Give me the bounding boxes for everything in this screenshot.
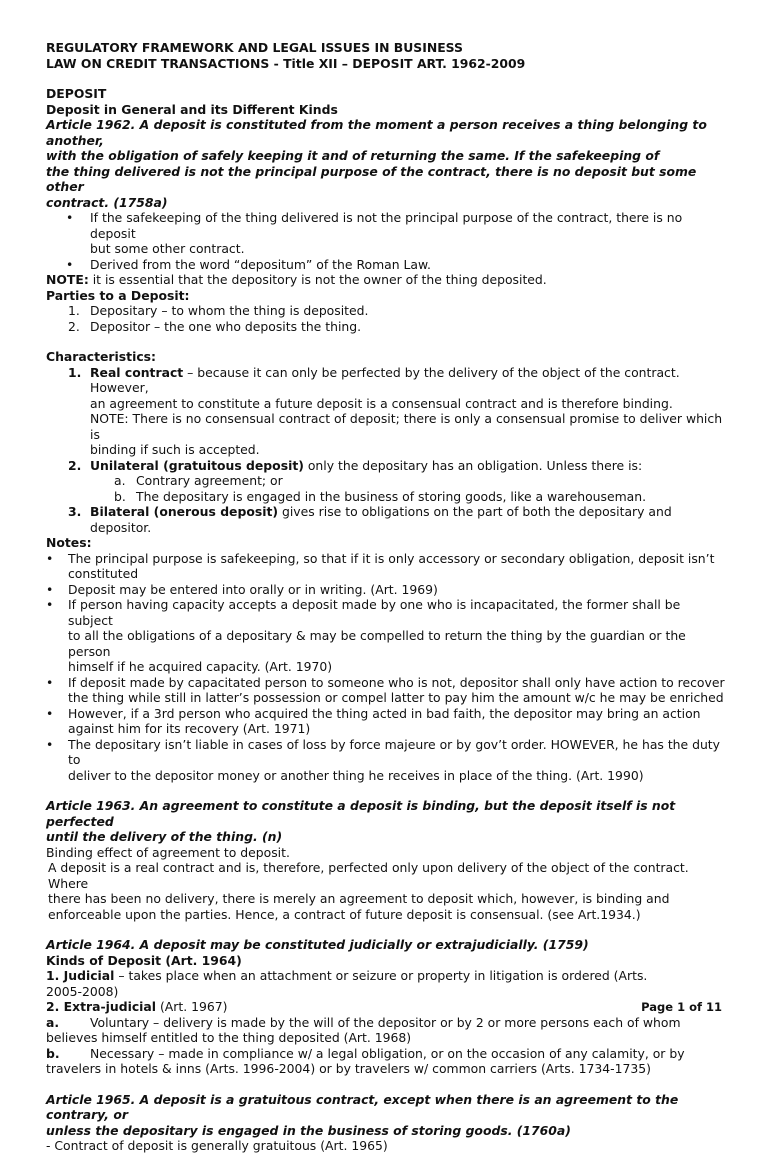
- list-item: a. Contrary agreement; or: [114, 473, 283, 488]
- list-item: • Deposit may be entered into orally or in writing. (Art. 1969): [46, 581, 438, 597]
- notes-title: Notes:: [46, 535, 92, 550]
- list-item: • However, if a 3rd person who acquired the thing acted in bad faith, the depositor may bring an action against him for its recovery (Art. 1971): [46, 705, 701, 736]
- list-item: • If person having capacity accepts a deposit made by one who is incapacitated, the former shall be subject to all the obligations of a depositary & may be compelled to return the thing by the guardian or the person himself if he acquired capacity. (Art. 1970): [46, 597, 686, 674]
- list-item: b. The depositary is engaged in the business of storing goods, like a warehouseman.: [114, 488, 647, 504]
- voluntary-cont: believes himself entitled to the thing deposited (Art. 1968): [46, 1030, 412, 1045]
- doc-header-line1: REGULATORY FRAMEWORK AND LEGAL ISSUES IN BUSINESS: [46, 40, 463, 55]
- judicial-line2: 2005-2008): [46, 983, 119, 999]
- bullet-icon: •: [46, 705, 54, 721]
- necessary-cont: travelers in hotels & inns (Arts. 1996-2004) or by travelers w/ common carriers (Arts. 1734-1735): [46, 1061, 651, 1076]
- bullet-icon: •: [66, 210, 74, 225]
- art1962-line4: contract. (1758a): [46, 194, 168, 210]
- art1963-lead: Binding effect of agreement to deposit.: [46, 844, 290, 860]
- list-item: • If the safekeeping of the thing delivered is not the principal purpose of the contract, there is no deposit but some other contract.: [66, 210, 683, 256]
- list-item: 3. Bilateral (onerous deposit) gives rise to obligations on the part of both the depositary and depositor.: [68, 504, 672, 535]
- note-line: NOTE: it is essential that the depository is not the owner of the thing deposited.: [46, 272, 547, 287]
- list-item: 1. Depositary – to whom the thing is deposited.: [68, 303, 369, 318]
- judicial-line: 1. Judicial – takes place when an attachment or seizure or property in litigation is ordered (Arts.: [46, 968, 648, 983]
- list-item: • If deposit made by capacitated person to someone who is not, depositor shall only have action to recover the thing while still in latter’s possession or compel latter to pay him the amount w/c he may be enriched: [46, 674, 725, 705]
- bullet-icon: •: [46, 736, 54, 752]
- list-item: • The principal purpose is safekeeping, so that if it is only accessory or secondary obligation, deposit isn’t constituted: [46, 550, 715, 581]
- bullet-icon: •: [46, 581, 54, 597]
- art1965-line: - Contract of deposit is generally gratuitous (Art. 1965): [46, 1138, 388, 1153]
- list-item: a. Voluntary – delivery is made by the will of the depositor or by 2 or more persons each of whom: [46, 1014, 681, 1030]
- kinds-title: Kinds of Deposit (Art. 1964): [46, 952, 242, 968]
- doc-header-line2: LAW ON CREDIT TRANSACTIONS - Title XII – DEPOSIT ART. 1962-2009: [46, 55, 526, 71]
- bullet-icon: •: [46, 674, 54, 690]
- art1963-title-line1: Article 1963. An agreement to constitute a deposit is binding, but the deposit itself is not perfected: [46, 798, 676, 829]
- art1965-title-line1: Article 1965. A deposit is a gratuitous contract, except when there is an agreement to the contrary, or: [46, 1091, 679, 1122]
- section-title-deposit: DEPOSIT: [46, 86, 107, 101]
- list-item: 2. Depositor – the one who deposits the thing.: [68, 318, 362, 334]
- parties-title: Parties to a Deposit:: [46, 287, 190, 303]
- art1962-line3: the thing delivered is not the principal purpose of the contract, there is no deposit but some other: [46, 163, 697, 194]
- bullet-icon: •: [46, 597, 54, 612]
- extra-judicial-line: 2. Extra-judicial (Art. 1967): [46, 999, 228, 1014]
- art1963-body: A deposit is a real contract and is, therefore, perfected only upon delivery of the object of the contract. Where there has been no delivery, there is merely an agreement to deposit which, however, is binding and enforceable upon the parties. Hence, a contract of future deposit is consensual. (see Art.1934.): [48, 860, 689, 922]
- list-item: • Derived from the word “depositum” of the Roman Law.: [66, 256, 431, 272]
- art1964-title: Article 1964. A deposit may be constituted judicially or extrajudicially. (1759): [46, 937, 589, 952]
- list-item: • The depositary isn’t liable in cases of loss by force majeure or by gov’t order. HOWEVER, he has the duty to deliver to the depositor money or another thing he receives in place of the thing. (Art. 1990): [46, 736, 720, 783]
- art1962-line2: with the obligation of safely keeping it and of returning the same. If the safekeeping of: [46, 148, 660, 163]
- bullet-icon: •: [66, 256, 74, 272]
- art1962-line1: Article 1962. A deposit is constituted from the moment a person receives a thing belonging to another,: [46, 117, 707, 148]
- page-number: Page 1 of 11: [641, 1000, 722, 1014]
- characteristics-title: Characteristics:: [46, 349, 156, 364]
- art1963-title-line2: until the delivery of the thing. (n): [46, 829, 283, 844]
- document-page: [46, 40, 726, 1154]
- list-item: b. Necessary – made in compliance w/ a legal obligation, or on the occasion of any calamity, or by: [46, 1045, 685, 1061]
- art1965-title-line2: unless the depositary is engaged in the business of storing goods. (1760a): [46, 1122, 571, 1138]
- list-item: 1. Real contract – because it can only be perfected by the delivery of the object of the contract. However, an agreement to constitute a future deposit is a consensual contract and is therefore binding. NOTE: There is no consensual contract of deposit; there is only a consensual promise to deliver which is binding if such is accepted.: [68, 364, 723, 457]
- list-item: 2. Unilateral (gratuitous deposit) only the depositary has an obligation. Unless there is:: [68, 457, 643, 473]
- bullet-icon: •: [46, 550, 54, 566]
- section-subtitle: Deposit in General and its Different Kinds: [46, 101, 338, 117]
